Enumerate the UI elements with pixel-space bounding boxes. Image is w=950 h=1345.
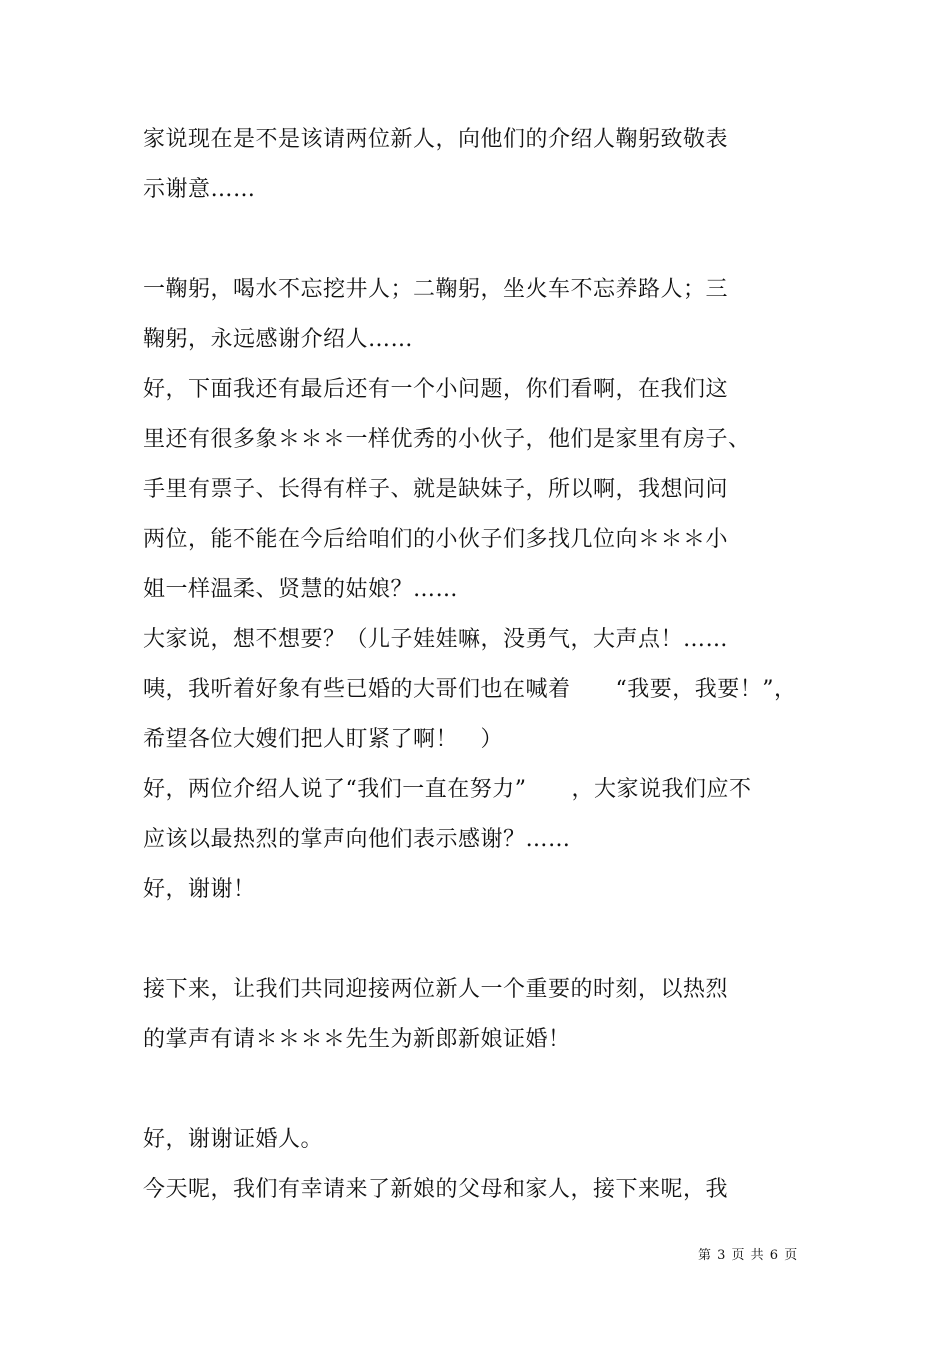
text-line: 好，两位介绍人说了“我们一直在努力” ，大家说我们应不 — [143, 777, 752, 802]
text-line: 两位，能不能在今后给咱们的小伙子们多找几位向＊＊＊小 — [143, 527, 729, 552]
text-line: 咦，我听着好象有些已婚的大哥们也在喊着 “我要，我要！”， — [143, 677, 797, 702]
text-line: 好，下面我还有最后还有一个小问题，你们看啊，在我们这 — [143, 377, 729, 402]
text-line: 今天呢，我们有幸请来了新娘的父母和家人，接下来呢，我 — [143, 1177, 729, 1202]
page-number-footer: 第 3 页 共 6 页 — [698, 1248, 799, 1263]
text-line: 应该以最热烈的掌声向他们表示感谢？…… — [143, 827, 571, 852]
text-line: 里还有很多象＊＊＊一样优秀的小伙子，他们是家里有房子、 — [143, 427, 751, 452]
text-line: 姐一样温柔、贤慧的姑娘？…… — [143, 577, 459, 602]
text-line: 好，谢谢！ — [143, 877, 256, 902]
text-line: 手里有票子、长得有样子、就是缺妹子，所以啊，我想问问 — [143, 477, 729, 502]
text-line: 一鞠躬，喝水不忘挖井人；二鞠躬，坐火车不忘养路人；三 — [143, 277, 729, 302]
text-line: 的掌声有请＊＊＊＊先生为新郎新娘证婚！ — [143, 1027, 571, 1052]
text-line: 希望各位大嫂们把人盯紧了啊！ ） — [143, 727, 504, 752]
text-line: 家说现在是不是该请两位新人，向他们的介绍人鞠躬致敬表 — [143, 127, 729, 152]
text-line: 接下来，让我们共同迎接两位新人一个重要的时刻，以热烈 — [143, 977, 729, 1002]
text-line: 示谢意…… — [143, 177, 256, 202]
text-line: 好，谢谢证婚人。 — [143, 1127, 324, 1152]
text-line: 鞠躬，永远感谢介绍人…… — [143, 327, 414, 352]
text-line: 大家说，想不想要？（儿子娃娃嘛，没勇气，大声点！…… — [143, 627, 729, 652]
